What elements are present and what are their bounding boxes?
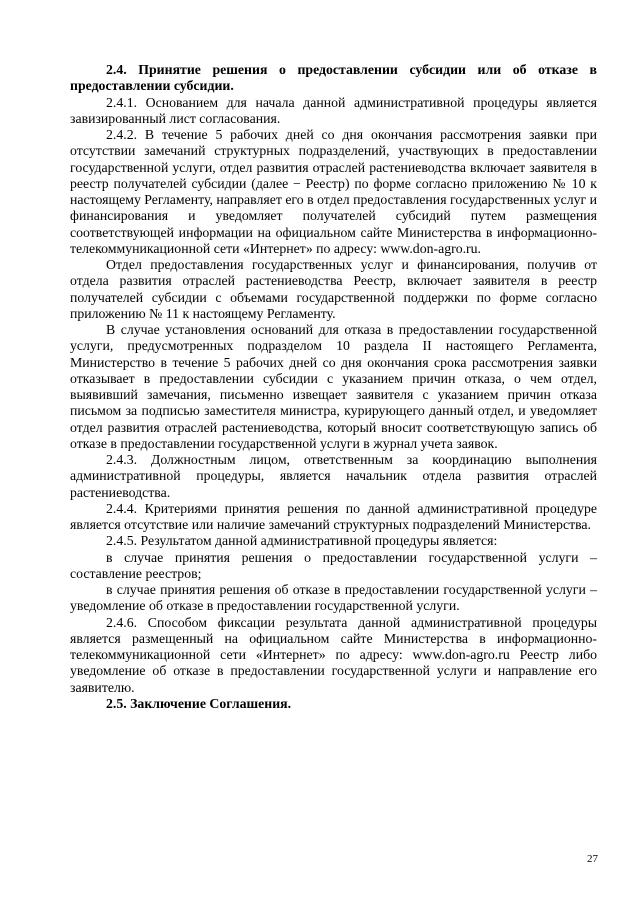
paragraph-2-4-5: 2.4.5. Результатом данной административной процедуры является:: [106, 533, 498, 549]
document-body: [70, 62, 597, 712]
paragraph-2-4-3: 2.4.3. Должностным лицом, ответственным за координацию выполнения административной процедуры, является начальник отдела развития отраслей растениеводства.: [70, 452, 597, 500]
paragraph-refusal-case: В случае установления оснований для отказа в предоставлении государственной услуги, предусмотренных подразделом 10 раздела II настоящего Регламента, Министерство в течение 5 рабочих дней со дня окончания срока рассмотрения заявки отказывает в предоставлении субсидии с указанием причин отказа, о чем отдел, выявивший замечания, письменно извещает заявителя с указанием причин отказа письмом за подписью заместителя министра, курирующего данный отдел, и уведомляет отдел развития отраслей растениеводства, который вносит соответствующую запись об отказе в предоставлении государственной услуги в журнал учета заявок.: [70, 322, 597, 451]
paragraph-2-4-4: 2.4.4. Критериями принятия решения по данной административной процедуре является отсутствие или наличие замечаний структурных подразделений Министерства.: [70, 500, 597, 532]
paragraph-result-refusal: в случае принятия решения об отказе в предоставлении государственной услуги – уведомление об отказе в предоставлении государственной услуги.: [70, 582, 597, 614]
section-heading-2-5: 2.5. Заключение Соглашения.: [106, 695, 292, 711]
paragraph-2-4-6: 2.4.6. Способом фиксации результата данной административной процедуры является размещенный на официальном сайте Министерства в информационно-телекоммуникационной сети «Интернет» по адресу: www.don-agro.ru Реестр либо уведомление об отказе в предоставлении государственной услуги и направление его заявителю.: [70, 614, 597, 695]
paragraph-2-4-1: 2.4.1. Основанием для начала данной административной процедуры является завизированный лист согласования.: [70, 94, 597, 126]
paragraph-finance-department: Отдел предоставления государственных услуг и финансирования, получив от отдела развития отраслей растениеводства Реестр, включает заявителя в реестр получателей субсидии с объемами государственной поддержки по форме согласно приложению № 11 к настоящему Регламенту.: [70, 257, 597, 321]
page-number: 27: [587, 853, 598, 865]
paragraph-2-4-2: 2.4.2. В течение 5 рабочих дней со дня окончания рассмотрения заявки при отсутствии замечаний структурных подразделений, участвующих в предоставлении государственной услуги, отдел развития отраслей растениеводства включает заявителя в реестр получателей субсидии (далее − Реестр) по форме согласно приложению № 10 к настоящему Регламенту, направляет его в отдел предоставления государственных услуг и финансирования и уведомляет получателей субсидий путем размещения соответствующей информации на официальном сайте Министерства в информационно-телекоммуникационной сети «Интернет» по адресу: www.don-agro.ru.: [70, 127, 597, 256]
paragraph-result-approval: в случае принятия решения о предоставлении государственной услуги – составление реестров;: [70, 549, 597, 581]
section-heading-2-4: 2.4. Принятие решения о предоставлении субсидии или об отказе в предоставлении субсидии.: [70, 62, 597, 94]
